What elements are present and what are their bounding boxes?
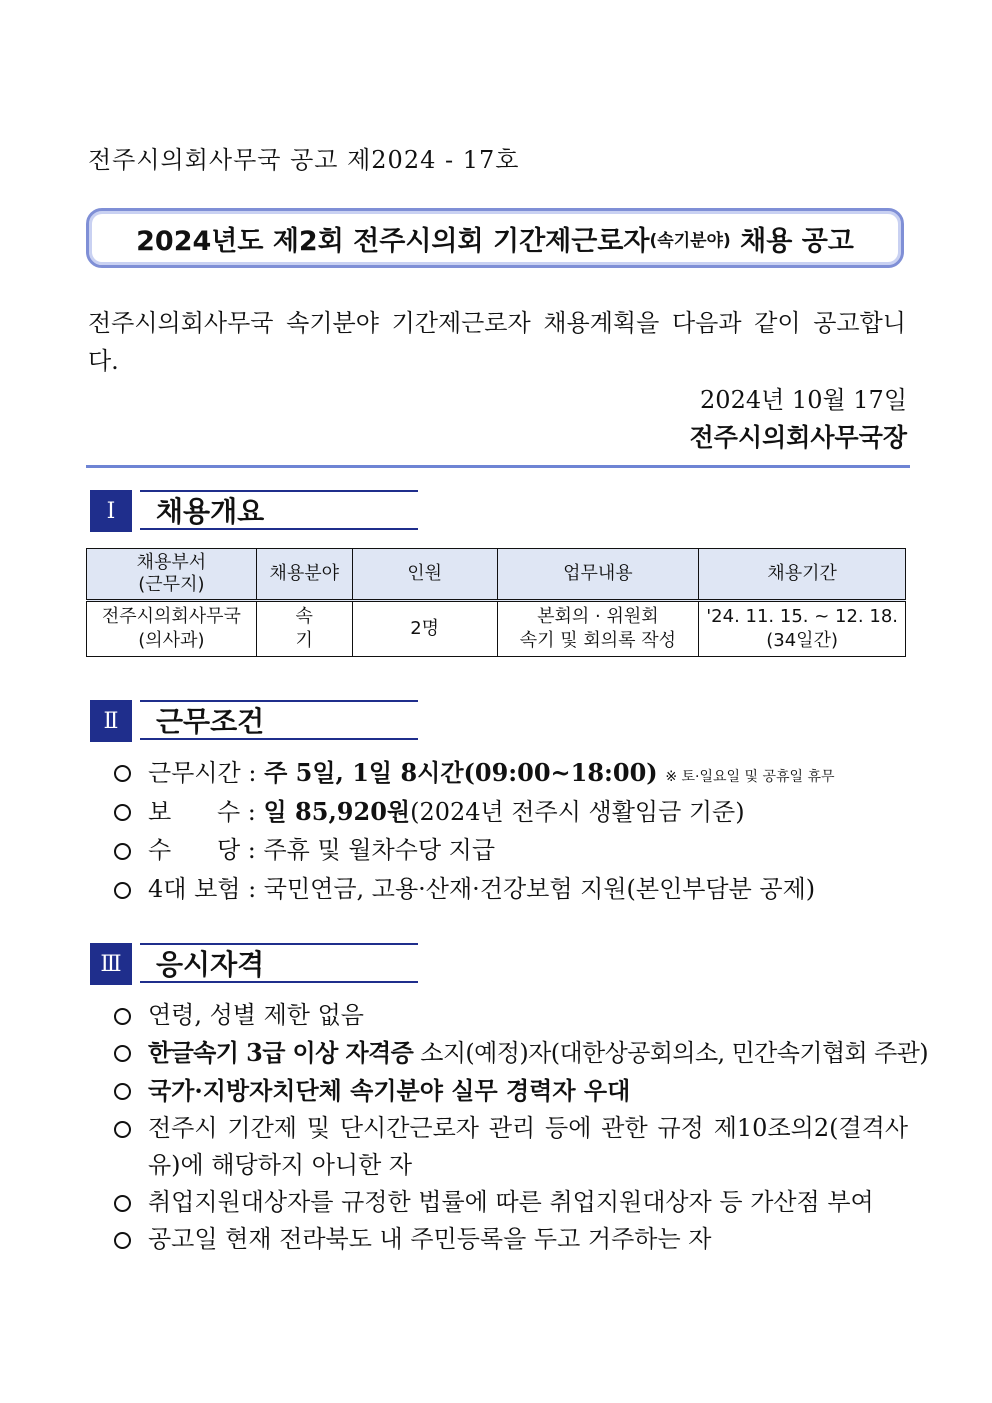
list-item: 연령, 성별 제한 없음 bbox=[112, 997, 912, 1034]
circle-bullet-icon bbox=[114, 765, 131, 782]
section-heading-conditions bbox=[90, 700, 420, 742]
cell-duty: 본회의 · 위원회 속기 및 회의록 작성 bbox=[497, 601, 699, 657]
divider bbox=[86, 465, 910, 468]
cell-period: '24. 11. 15. ~ 12. 18. (34일간) bbox=[699, 601, 906, 657]
signer: 전주시의회사무국장 bbox=[689, 423, 907, 452]
circle-bullet-icon bbox=[114, 1045, 131, 1062]
list-item: 보 수 : 일 85,920원(2024년 전주시 생활임금 기준) bbox=[112, 792, 912, 831]
header-dept: 채용부서 (근무지) bbox=[87, 549, 257, 601]
title-field: (속기분야) bbox=[649, 230, 731, 251]
circle-bullet-icon bbox=[114, 804, 131, 821]
header-period: 채용기간 bbox=[699, 549, 906, 601]
conditions-list bbox=[112, 753, 912, 909]
section-title: 근무조건 bbox=[140, 700, 418, 740]
list-item: 근무시간 : 주 5일, 1일 8시간(09:00~18:00) ※ 토·일요일 및 공휴일 휴무 bbox=[112, 753, 912, 792]
list-item: 수 당 : 주휴 및 월차수당 지급 bbox=[112, 831, 912, 870]
list-item: 한글속기 3급 이상 자격증 소지(예정)자(대한상공회의소, 민간속기협회 주관) bbox=[112, 1034, 912, 1072]
circle-bullet-icon bbox=[114, 1008, 131, 1025]
intro-text: 전주시의회사무국 속기분야 기간제근로자 채용계획을 다음과 같이 공고합니다. bbox=[88, 309, 906, 375]
circle-bullet-icon bbox=[114, 1232, 131, 1249]
section-title: 응시자격 bbox=[140, 943, 418, 983]
section-number: Ⅰ bbox=[90, 490, 132, 532]
announcement-date: 2024년 10월 17일 bbox=[700, 386, 907, 414]
header-count: 인원 bbox=[352, 549, 497, 601]
cell-dept: 전주시의회사무국 (의사과) bbox=[87, 601, 257, 657]
circle-bullet-icon bbox=[114, 882, 131, 899]
title-tail: 채용 공고 bbox=[730, 225, 854, 257]
circle-bullet-icon bbox=[114, 1195, 131, 1212]
circle-bullet-icon bbox=[114, 1121, 131, 1138]
list-item: 취업지원대상자를 규정한 법률에 따른 취업지원대상자 등 가산점 부여 bbox=[112, 1184, 912, 1221]
title-main: 2024년도 제2회 전주시의회 기간제근로자 bbox=[136, 225, 650, 257]
circle-bullet-icon bbox=[114, 843, 131, 860]
list-item: 국가·지방자치단체 속기분야 실무 경력자 우대 bbox=[112, 1072, 912, 1110]
section-heading-eligibility bbox=[90, 943, 420, 985]
cell-field: 속기 bbox=[256, 601, 352, 657]
header-field: 채용분야 bbox=[256, 549, 352, 601]
table-header-row bbox=[87, 549, 906, 601]
list-item: 4대 보험 : 국민연금, 고용·산재·건강보험 지원(본인부담분 공제) bbox=[112, 870, 912, 909]
section-title: 채용개요 bbox=[140, 490, 418, 530]
section-number: Ⅱ bbox=[90, 700, 132, 742]
section-number: Ⅲ bbox=[90, 943, 132, 985]
section-heading-overview bbox=[90, 490, 420, 532]
notice-number: 전주시의회사무국 공고 제2024 - 17호 bbox=[88, 146, 520, 174]
circle-bullet-icon bbox=[114, 1083, 131, 1100]
list-item: 전주시 기간제 및 단시간근로자 관리 등에 관한 규정 제10조의2(결격사유)에 해당하지 아니한 자 bbox=[112, 1110, 908, 1184]
cell-count: 2명 bbox=[352, 601, 497, 657]
eligibility-list bbox=[112, 997, 929, 1258]
announcement-title bbox=[86, 208, 904, 268]
hiring-table bbox=[86, 548, 906, 657]
table-row bbox=[87, 601, 906, 657]
header-duty: 업무내용 bbox=[497, 549, 699, 601]
list-item: 공고일 현재 전라북도 내 주민등록을 두고 거주하는 자 bbox=[112, 1221, 912, 1258]
